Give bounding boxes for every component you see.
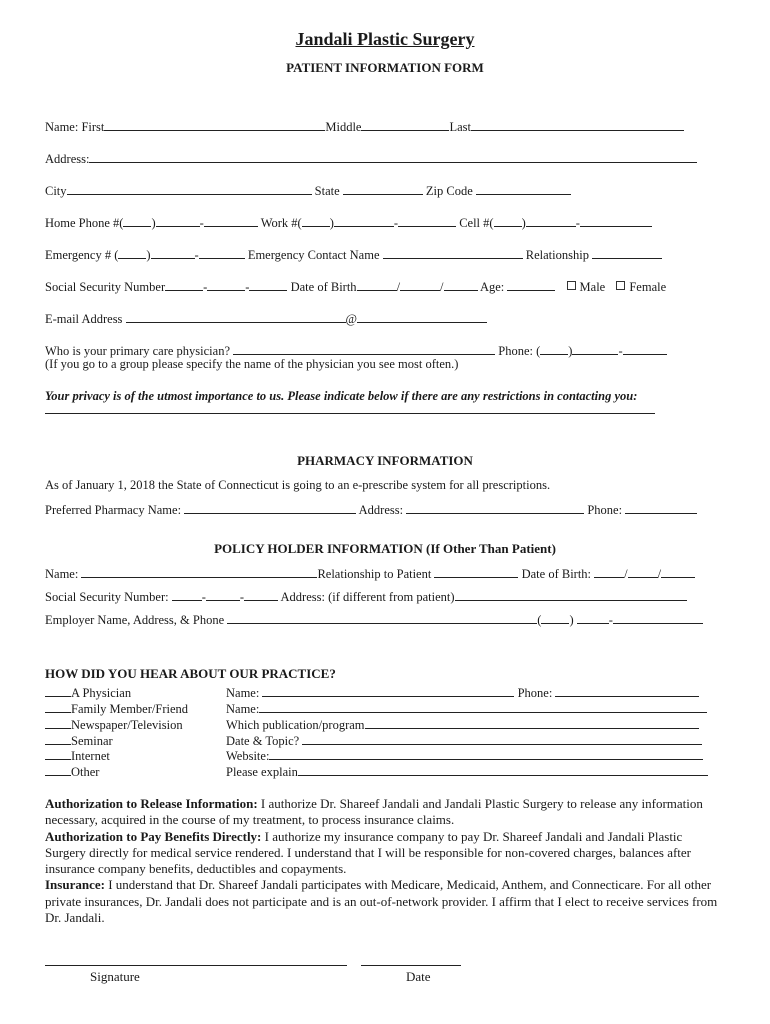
- policy-dob-month-field[interactable]: [594, 565, 624, 578]
- city-row: [45, 182, 571, 199]
- employer-area-field[interactable]: [541, 611, 569, 624]
- insurance-text: I understand that Dr. Shareef Jandali participates with Medicare, Medicaid, Anthem, and Connecticare. For all other private insurances, Dr. Jandali does not participate and is an out-of-network provider. I affirm that I elect to receive services from Dr. Jandali.: [45, 877, 718, 926]
- pharmacy-heading: PHARMACY INFORMATION: [297, 453, 473, 468]
- dob-month-field[interactable]: [357, 278, 397, 291]
- work-area-field[interactable]: [302, 214, 330, 227]
- policy-relationship-label: Relationship to Patient: [317, 567, 432, 581]
- state-label: State: [314, 184, 340, 198]
- home-number-field[interactable]: [204, 214, 258, 227]
- first-name-label: Name: First: [45, 120, 105, 134]
- hear-publication-label: Which publication/program: [226, 718, 365, 732]
- policy-address-field[interactable]: [455, 588, 687, 601]
- pharmacy-name-label: Preferred Pharmacy Name:: [45, 503, 182, 517]
- address-row: [45, 150, 697, 167]
- relationship-field[interactable]: [592, 246, 662, 259]
- benefits-paragraph: [45, 829, 725, 878]
- work-number-field[interactable]: [398, 214, 456, 227]
- cell-phone-label: Cell #(: [459, 216, 494, 230]
- hear-website-field[interactable]: [269, 747, 703, 760]
- policy-dob-day-field[interactable]: [628, 565, 658, 578]
- dob-label: Date of Birth: [290, 280, 357, 294]
- male-checkbox[interactable]: [567, 281, 576, 290]
- emergency-number-field[interactable]: [199, 246, 245, 259]
- hear-option-blank[interactable]: [45, 747, 71, 760]
- pharmacy-row: [45, 501, 697, 518]
- policy-relationship-field[interactable]: [434, 565, 518, 578]
- first-name-field[interactable]: [104, 118, 325, 131]
- age-label: Age:: [479, 280, 505, 294]
- hear-date-topic-label: Date & Topic?: [226, 734, 300, 748]
- hear-option-blank[interactable]: [45, 732, 71, 745]
- employer-row: Employer Name, Address, & Phone ( ) -: [45, 611, 703, 628]
- privacy-row: [45, 401, 655, 418]
- work-phone-label: Work #(: [260, 216, 302, 230]
- hear-option-blank[interactable]: [45, 763, 71, 776]
- insurance-label: Insurance:: [45, 877, 105, 893]
- middle-name-field[interactable]: [361, 118, 449, 131]
- hear-option-label: Other: [71, 765, 100, 779]
- benefits-text: I authorize my insurance company to pay Dr. Shareef Jandali and Jandali Plastic Surgery directly for medical service rendered. I understand that I will be responsible for non-covered charges, balances after insurance company benefits, deductibles and copayments.: [45, 828, 692, 877]
- email-domain-field[interactable]: [357, 310, 487, 323]
- hear-family-row: [226, 700, 707, 717]
- age-field[interactable]: [507, 278, 555, 291]
- female-checkbox[interactable]: [616, 281, 625, 290]
- policy-ssn-row: Social Security Number: - - Address: (if different from patient): [45, 588, 687, 605]
- hear-option-blank[interactable]: [45, 700, 71, 713]
- emergency-prefix-field[interactable]: [151, 246, 195, 259]
- signature-label: Signature: [90, 969, 140, 984]
- hear-physician-row: [226, 684, 699, 701]
- hear-phone-label: Phone:: [517, 686, 553, 700]
- at-sign: @: [345, 312, 358, 326]
- release-paragraph: [45, 796, 725, 829]
- email-user-field[interactable]: [126, 310, 346, 323]
- work-prefix-field[interactable]: [334, 214, 394, 227]
- cell-number-field[interactable]: [580, 214, 652, 227]
- physician-note: (If you go to a group please specify the name of the physician you see most often.): [45, 357, 459, 371]
- authorization-block: [45, 796, 725, 926]
- city-field[interactable]: [67, 182, 312, 195]
- email-label: E-mail Address: [45, 312, 123, 326]
- last-name-field[interactable]: [471, 118, 684, 131]
- home-prefix-field[interactable]: [156, 214, 200, 227]
- hear-phone-field[interactable]: [555, 684, 699, 697]
- female-label: Female: [629, 280, 667, 294]
- cell-prefix-field[interactable]: [526, 214, 576, 227]
- benefits-label: Authorization to Pay Benefits Directly:: [45, 828, 262, 844]
- date-line[interactable]: [361, 965, 461, 966]
- phones-row: Home Phone #( ) - Work #( ) - Cell #( ) -: [45, 214, 652, 231]
- hear-date-topic-field[interactable]: [302, 732, 702, 745]
- emergency-row: Emergency # ( ) - Emergency Contact Name Relationship: [45, 246, 662, 263]
- address-label: Address:: [45, 152, 90, 166]
- policy-dob-year-field[interactable]: [661, 565, 695, 578]
- last-name-label: Last: [449, 120, 472, 134]
- hear-option: [45, 684, 131, 701]
- dob-year-field[interactable]: [444, 278, 478, 291]
- policy-address-label: Address: (if different from patient): [280, 590, 455, 604]
- hear-publication-row: [226, 716, 699, 733]
- zip-field[interactable]: [476, 182, 571, 195]
- emergency-contact-field[interactable]: [383, 246, 523, 259]
- emergency-label: Emergency # (: [45, 248, 119, 262]
- hear-option: [45, 716, 183, 733]
- dob-day-field[interactable]: [400, 278, 440, 291]
- privacy-statement: Your privacy is of the utmost importance to us. Please indicate below if there are any restrictions in contacting you:: [45, 389, 638, 403]
- privacy-field[interactable]: [45, 401, 655, 414]
- physician-phone-label: Phone: (: [498, 344, 541, 358]
- hear-option-label: Internet: [71, 749, 110, 763]
- pharmacy-notice: As of January 1, 2018 the State of Connecticut is going to an e-prescribe system for all prescriptions.: [45, 478, 551, 492]
- hear-family-name-field[interactable]: [259, 700, 707, 713]
- hear-website-label: Website:: [226, 749, 270, 763]
- employer-prefix-field[interactable]: [577, 611, 609, 624]
- ssn-part3-field[interactable]: [249, 278, 287, 291]
- policy-ssn-label: Social Security Number:: [45, 590, 169, 604]
- hear-option: [45, 747, 110, 764]
- pharmacy-address-label: Address:: [358, 503, 404, 517]
- policy-name-label: Name:: [45, 567, 79, 581]
- physician-prefix-field[interactable]: [572, 342, 618, 355]
- employer-number-field[interactable]: [613, 611, 703, 624]
- hear-option-label: Newspaper/Television: [71, 718, 183, 732]
- physician-area-field[interactable]: [540, 342, 568, 355]
- home-area-field[interactable]: [123, 214, 151, 227]
- policy-name-row: Name: Relationship to Patient Date of Birth: / /: [45, 565, 695, 582]
- policy-ssn-part1-field[interactable]: [172, 588, 202, 601]
- policy-ssn-part3-field[interactable]: [244, 588, 278, 601]
- name-row: [45, 118, 684, 135]
- zip-label: Zip Code: [425, 184, 473, 198]
- pharmacy-phone-field[interactable]: [625, 501, 697, 514]
- hear-explain-label: Please explain: [226, 765, 298, 779]
- pharmacy-phone-label: Phone:: [587, 503, 623, 517]
- hear-name-field[interactable]: [262, 684, 514, 697]
- male-label: Male: [579, 280, 606, 294]
- emergency-contact-label: Emergency Contact Name: [247, 248, 380, 262]
- address-field[interactable]: [89, 150, 697, 163]
- hear-option-label: A Physician: [71, 686, 132, 700]
- hear-option-blank[interactable]: [45, 684, 71, 697]
- hear-option: [45, 700, 188, 717]
- release-label: Authorization to Release Information:: [45, 796, 258, 811]
- policy-dob-label: Date of Birth:: [521, 567, 592, 581]
- hear-name-label: Name:: [226, 686, 260, 700]
- policy-name-field[interactable]: [81, 565, 317, 578]
- hear-explain-field[interactable]: [298, 763, 708, 776]
- physician-question: Who is your primary care physician?: [45, 344, 231, 358]
- form-title: Jandali Plastic Surgery: [295, 29, 475, 49]
- date-label: Date: [406, 969, 431, 984]
- pharmacy-address-field[interactable]: [406, 501, 584, 514]
- hear-website-row: [226, 747, 703, 764]
- employer-label: Employer Name, Address, & Phone: [45, 613, 225, 627]
- policy-ssn-part2-field[interactable]: [206, 588, 240, 601]
- hear-option: [45, 763, 99, 780]
- hear-option-blank[interactable]: [45, 716, 71, 729]
- signature-line[interactable]: [45, 965, 347, 966]
- state-field[interactable]: [343, 182, 423, 195]
- middle-name-label: Middle: [325, 120, 362, 134]
- form-subtitle: PATIENT INFORMATION FORM: [286, 60, 484, 75]
- hear-other-row: [226, 763, 708, 780]
- cell-area-field[interactable]: [494, 214, 522, 227]
- hear-family-name-label: Name:: [226, 702, 260, 716]
- hear-publication-field[interactable]: [365, 716, 699, 729]
- ssn-label: Social Security Number: [45, 280, 166, 294]
- emergency-area-field[interactable]: [118, 246, 146, 259]
- physician-number-field[interactable]: [623, 342, 667, 355]
- hear-option-label: Seminar: [71, 734, 113, 748]
- hear-option-label: Family Member/Friend: [71, 702, 188, 716]
- ssn-part2-field[interactable]: [207, 278, 245, 291]
- email-row: [45, 310, 487, 327]
- home-phone-label: Home Phone #(: [45, 216, 124, 230]
- physician-row: Who is your primary care physician? Phone: ( ) -: [45, 342, 667, 359]
- policy-heading: POLICY HOLDER INFORMATION (If Other Than Patient): [214, 541, 556, 556]
- city-label: City: [45, 184, 67, 198]
- release-text: I authorize Dr. Shareef Jandali and Jandali Plastic Surgery to release any information necessary, acquired in the course of my treatment, to process insurance claims.: [45, 796, 703, 828]
- relationship-label: Relationship: [525, 248, 589, 262]
- pharmacy-name-field[interactable]: [184, 501, 356, 514]
- employer-field[interactable]: [227, 611, 537, 624]
- ssn-row: Social Security Number - - Date of Birth / / Age: Male Female: [45, 280, 667, 294]
- physician-field[interactable]: [233, 342, 495, 355]
- ssn-part1-field[interactable]: [165, 278, 203, 291]
- insurance-paragraph: [45, 877, 725, 926]
- hear-heading: HOW DID YOU HEAR ABOUT OUR PRACTICE?: [45, 666, 336, 681]
